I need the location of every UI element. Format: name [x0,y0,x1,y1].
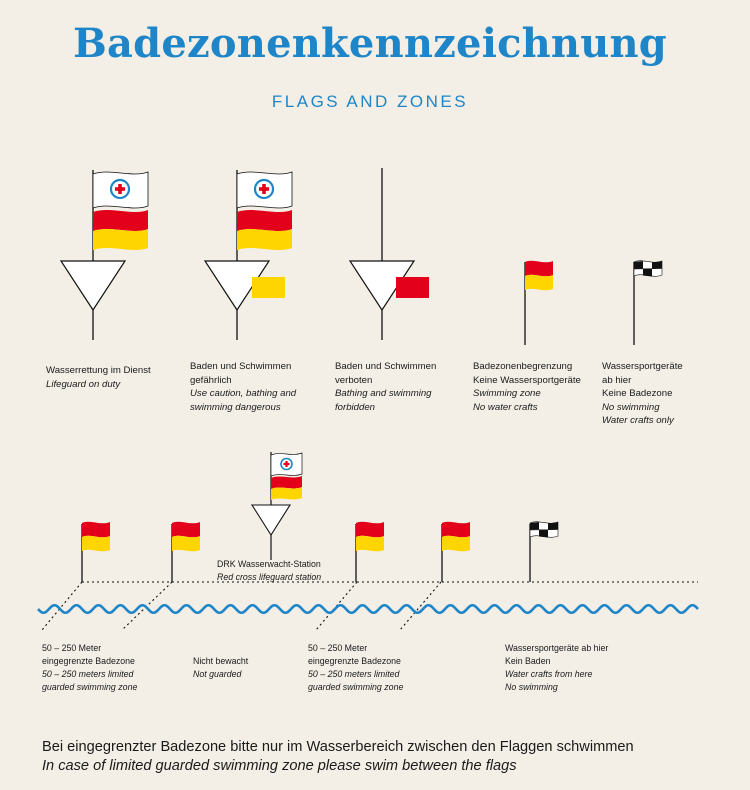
zone-flag-1 [82,522,110,582]
caption-de: Wassersportgeräte [602,361,683,372]
caption-de: 50 – 250 Meter [308,643,368,653]
caption-en: guarded swimming zone [308,682,404,692]
caption-de: eingegrenzte Badezone [42,656,135,666]
zone-flag-2 [172,522,200,582]
page-subtitle: FLAGS AND ZONES [271,92,469,111]
caption-en: Not guarded [193,669,242,679]
caption-en: swimming dangerous [190,401,281,413]
caption-zone-left [42,642,137,694]
caption-de: verboten [335,374,373,386]
bathing-forbidden-icon [350,168,429,340]
caption-en: Lifeguard on duty [46,378,121,390]
caption-de: 50 – 250 Meter [42,643,102,653]
caution-flag-icon [205,170,292,340]
caption-de: Wasserrettung im Dienst [46,365,151,376]
caption-de: Baden und Schwimmen [335,361,437,372]
caption-zone-limit [473,360,581,414]
caption-en: Swimming zone [473,388,541,400]
water-wave [38,605,698,613]
caption-en: guarded swimming zone [42,682,138,692]
caption-en: Use caution, bathing and [190,388,297,400]
lifeguard-on-duty-icon [61,170,148,340]
caption-unguarded [193,655,248,681]
caption-en: Water crafts only [602,415,674,427]
caption-de: eingegrenzte Badezone [308,656,401,666]
caption-de: Baden und Schwimmen [190,361,292,372]
caption-en: Red cross lifeguard station [217,571,322,582]
caption-zone-right [308,642,403,694]
swimming-zone-flag-icon [525,261,553,345]
caption-de: DRK Wasserwacht-Station [217,559,321,569]
caption-en: Water crafts from here [505,669,593,679]
caption-en: forbidden [335,401,376,413]
caption-de: Nicht bewacht [193,656,249,666]
caption-de: Kein Baden [505,656,551,666]
caption-de: gefährlich [190,374,232,386]
caption-en: 50 – 250 meters limited [308,669,400,679]
watercraft-zone-flag [530,522,558,582]
watercraft-flag-icon [634,261,662,345]
caption-watercraft-zone [505,642,608,694]
caption-watercraft [602,360,683,428]
footer-note [42,738,634,776]
caption-de: Wassersportgeräte ab hier [505,643,609,653]
zone-flag-3 [356,522,384,582]
zone-flag-4 [442,522,470,582]
caption-en: No swimming [602,401,660,413]
caption-forbidden [335,360,436,414]
footer-en: In case of limited guarded swimming zone please swim between the flags [42,758,517,774]
caption-en: No swimming [505,682,558,692]
page-title: Badezonenkennzeichnung [73,20,667,67]
caption-caution [190,360,296,414]
caption-de: Badezonenbegrenzung [473,361,573,372]
caption-en: 50 – 250 meters limited [42,669,134,679]
footer-de: Bei eingegrenzter Badezone bitte nur im Wasserbereich zwischen den Flaggen schwimmen [42,739,634,755]
caption-de: Keine Wassersportgeräte [473,374,581,386]
caption-de: ab hier [602,374,632,386]
caption-en: Bathing and swimming [335,388,432,400]
caption-station [217,558,321,583]
caption-en: No water crafts [473,401,538,413]
caption-de: Keine Badezone [602,388,673,400]
caption-lifeguard [46,364,151,391]
lifeguard-station-icon [252,452,302,560]
